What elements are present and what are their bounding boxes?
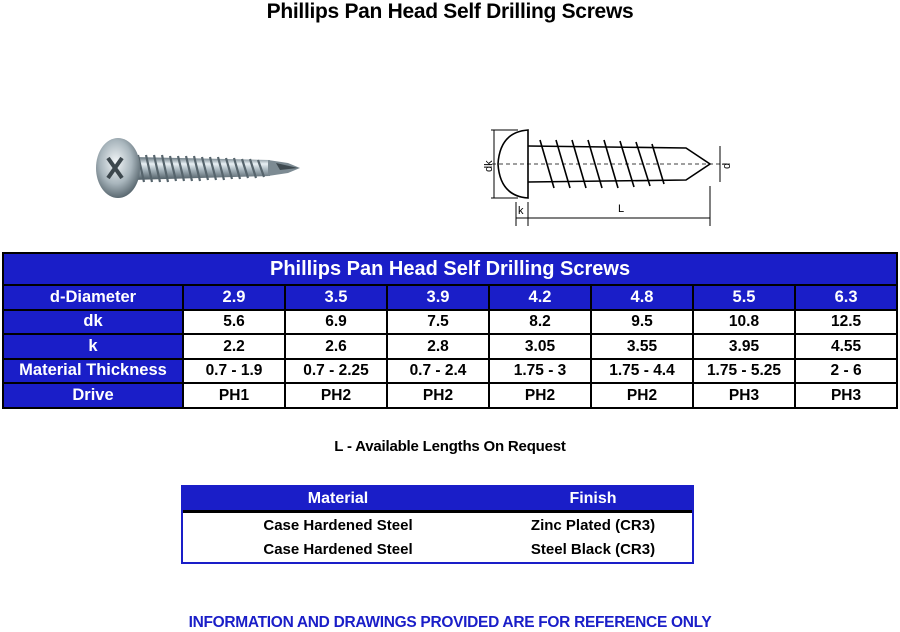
table-cell: 6.9 <box>285 310 387 335</box>
spec-table-banner: Phillips Pan Head Self Drilling Screws <box>3 253 897 285</box>
table-cell: 9.5 <box>591 310 693 335</box>
table-cell: PH3 <box>795 383 897 408</box>
finish-cell: Steel Black (CR3) <box>530 541 656 558</box>
material-table <box>181 485 694 564</box>
table-cell: 8.2 <box>489 310 591 335</box>
page-title: Phillips Pan Head Self Drilling Screws <box>266 0 634 23</box>
table-row <box>3 285 897 310</box>
material-cell: Case Hardened Steel <box>263 517 413 534</box>
d-dimension-label: d <box>721 162 733 169</box>
table-cell: 3.95 <box>693 334 795 359</box>
row-label: d-Diameter <box>3 285 183 310</box>
table-cell: 2.9 <box>183 285 285 310</box>
table-row <box>3 310 897 335</box>
table-cell: 2.2 <box>183 334 285 359</box>
table-cell: 12.5 <box>795 310 897 335</box>
table-cell: 10.8 <box>693 310 795 335</box>
material-table-header <box>183 487 692 513</box>
table-row <box>183 539 692 563</box>
table-row <box>3 383 897 408</box>
row-label: Material Thickness <box>3 359 183 384</box>
table-cell: 4.2 <box>489 285 591 310</box>
row-label: Drive <box>3 383 183 408</box>
k-dimension-label: k <box>518 205 524 217</box>
table-row <box>3 334 897 359</box>
table-cell: 2.6 <box>285 334 387 359</box>
table-cell: PH2 <box>387 383 489 408</box>
l-dimension-label: L <box>618 203 625 215</box>
table-cell: 0.7 - 1.9 <box>183 359 285 384</box>
material-header: Material <box>307 490 369 507</box>
table-cell: 0.7 - 2.25 <box>285 359 387 384</box>
table-cell: PH2 <box>489 383 591 408</box>
table-cell: 4.55 <box>795 334 897 359</box>
table-cell: PH1 <box>183 383 285 408</box>
table-cell: PH3 <box>693 383 795 408</box>
table-cell: PH2 <box>285 383 387 408</box>
table-cell: 1.75 - 4.4 <box>591 359 693 384</box>
spec-table <box>2 252 898 409</box>
finish-cell: Zinc Plated (CR3) <box>530 517 656 534</box>
lengths-note: L - Available Lengths On Request <box>334 438 566 455</box>
dk-dimension-label: dk <box>483 160 495 172</box>
material-cell: Case Hardened Steel <box>263 541 413 558</box>
table-cell: PH2 <box>591 383 693 408</box>
table-cell: 3.55 <box>591 334 693 359</box>
spec-table-banner-row <box>3 253 897 285</box>
row-label: k <box>3 334 183 359</box>
table-cell: 4.8 <box>591 285 693 310</box>
table-row <box>3 359 897 384</box>
table-cell: 5.6 <box>183 310 285 335</box>
table-cell: 2.8 <box>387 334 489 359</box>
table-cell: 0.7 - 2.4 <box>387 359 489 384</box>
table-cell: 7.5 <box>387 310 489 335</box>
table-cell: 2 - 6 <box>795 359 897 384</box>
table-cell: 3.05 <box>489 334 591 359</box>
finish-header: Finish <box>569 490 617 507</box>
table-cell: 1.75 - 5.25 <box>693 359 795 384</box>
screw-technical-drawing <box>483 122 738 230</box>
table-cell: 1.75 - 3 <box>489 359 591 384</box>
screw-photo <box>92 130 304 206</box>
table-cell: 3.5 <box>285 285 387 310</box>
table-cell: 3.9 <box>387 285 489 310</box>
reference-disclaimer: INFORMATION AND DRAWINGS PROVIDED ARE FOR REFERENCE ONLY <box>188 614 712 631</box>
table-cell: 5.5 <box>693 285 795 310</box>
row-label: dk <box>3 310 183 335</box>
table-row <box>183 515 692 539</box>
table-cell: 6.3 <box>795 285 897 310</box>
